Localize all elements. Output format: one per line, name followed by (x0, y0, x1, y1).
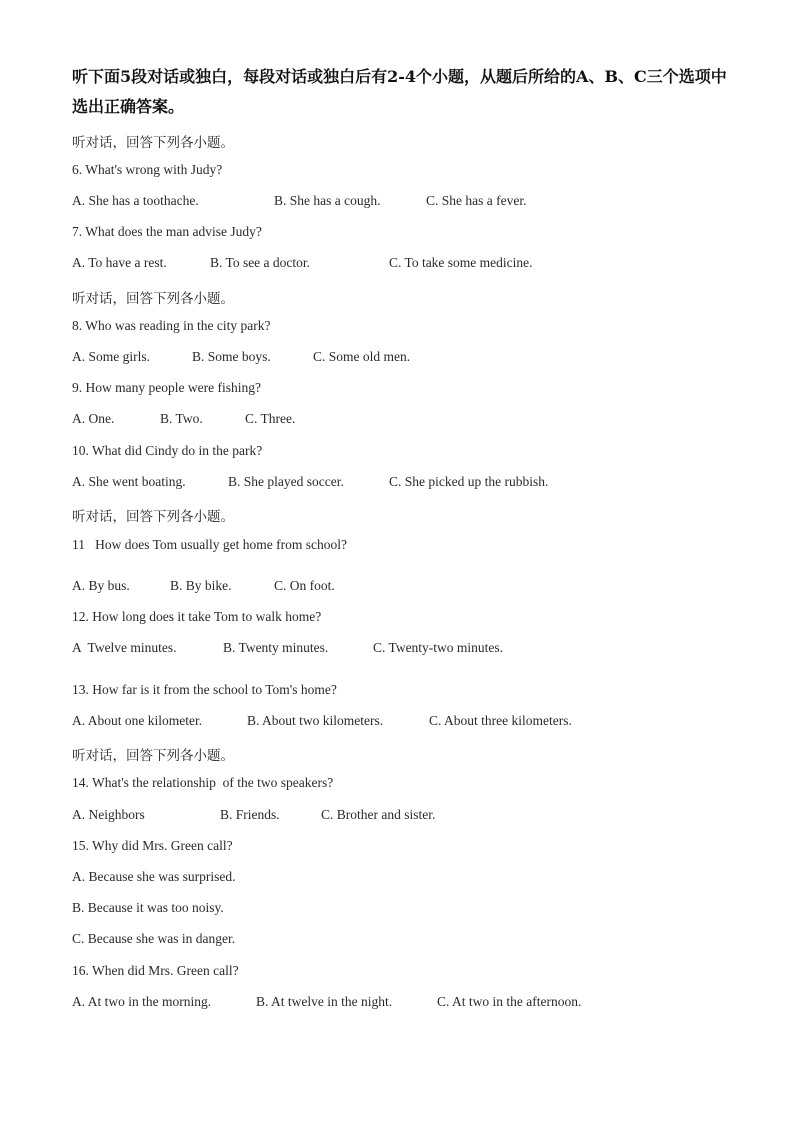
question-14-option-b: B. Friends. (220, 807, 280, 822)
section-heading-4: 听对话，回答下列各小题。 (72, 748, 234, 764)
question-14-stem: 14. What's the relationship of the two speakers? (72, 775, 334, 790)
question-15-option-b: B. Because it was too noisy. (72, 900, 224, 915)
question-6-stem: 6. What's wrong with Judy? (72, 162, 223, 177)
question-15-stem: 15. Why did Mrs. Green call? (72, 838, 233, 853)
question-9-option-a: A. One. (72, 411, 115, 426)
question-13-option-b: B. About two kilometers. (247, 713, 384, 728)
question-6-option-a: A. She has a toothache. (72, 193, 199, 208)
section-instruction: 听下面5段对话或独白，每段对话或独白后有2-4个小题，从题后所给的A、B、C三个选项中选出正确答案。 (72, 67, 727, 116)
question-11-option-b: B. By bike. (170, 578, 232, 593)
question-12-option-c: C. Twenty-two minutes. (373, 640, 504, 655)
question-11-stem: 11 How does Tom usually get home from school? (72, 537, 348, 552)
question-16-option-b: B. At twelve in the night. (256, 994, 393, 1009)
question-13-stem: 13. How far is it from the school to Tom's home? (72, 682, 337, 697)
question-8-option-b: B. Some boys. (192, 349, 271, 364)
question-16-option-c: C. At two in the afternoon. (437, 994, 582, 1009)
question-10-stem: 10. What did Cindy do in the park? (72, 443, 263, 458)
question-7-option-c: C. To take some medicine. (389, 255, 533, 270)
question-16-stem: 16. When did Mrs. Green call? (72, 963, 239, 978)
question-10-option-b: B. She played soccer. (228, 474, 344, 489)
question-15-option-c: C. Because she was in danger. (72, 931, 236, 946)
question-6-option-b: B. She has a cough. (274, 193, 381, 208)
question-12-stem: 12. How long does it take Tom to walk home? (72, 609, 322, 624)
question-6-option-c: C. She has a fever. (426, 193, 527, 208)
question-10-option-a: A. She went boating. (72, 474, 186, 489)
section-heading-3: 听对话，回答下列各小题。 (72, 509, 234, 525)
question-13-option-c: C. About three kilometers. (429, 713, 572, 728)
question-11-option-c: C. On foot. (274, 578, 335, 593)
question-7-option-b: B. To see a doctor. (210, 255, 311, 270)
question-9-option-c: C. Three. (245, 411, 296, 426)
question-7-option-a: A. To have a rest. (72, 255, 167, 270)
question-14-option-c: C. Brother and sister. (321, 807, 436, 822)
question-8-option-a: A. Some girls. (72, 349, 151, 364)
question-15-option-a: A. Because she was surprised. (72, 869, 236, 884)
question-13-option-a: A. About one kilometer. (72, 713, 203, 728)
question-12-option-a: A Twelve minutes. (72, 640, 177, 655)
question-12-option-b: B. Twenty minutes. (223, 640, 329, 655)
question-9-option-b: B. Two. (160, 411, 203, 426)
question-16-option-a: A. At two in the morning. (72, 994, 212, 1009)
section-heading-1: 听对话，回答下列各小题。 (72, 135, 234, 151)
question-8-option-c: C. Some old men. (313, 349, 411, 364)
question-14-option-a: A. Neighbors (72, 807, 145, 822)
section-heading-2: 听对话，回答下列各小题。 (72, 291, 234, 307)
question-11-option-a: A. By bus. (72, 578, 130, 593)
question-7-stem: 7. What does the man advise Judy? (72, 224, 262, 239)
question-8-stem: 8. Who was reading in the city park? (72, 318, 271, 333)
question-9-stem: 9. How many people were fishing? (72, 380, 261, 395)
question-10-option-c: C. She picked up the rubbish. (389, 474, 549, 489)
